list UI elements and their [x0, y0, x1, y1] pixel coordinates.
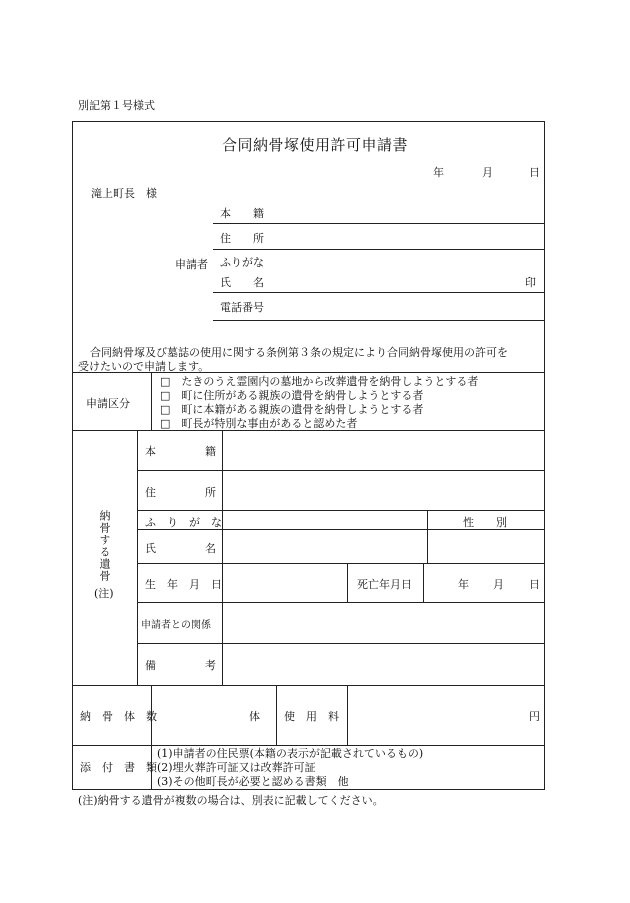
remains-remarks-label-a: 備 [145, 659, 156, 672]
remains-name-label-a: 氏 [145, 542, 156, 555]
form-number: 別記第１号様式 [78, 99, 155, 112]
death-day: 日 [529, 578, 540, 591]
remains-address-label-b: 所 [205, 486, 216, 499]
addressee: 滝上町長 様 [91, 187, 157, 200]
category-option-1: □ たきのうえ霊園内の墓地から改葬遺骨を納骨しようとする者 [160, 375, 479, 388]
remains-gender-label: 性 別 [463, 516, 507, 529]
remains-note-mark: (注) [94, 587, 114, 600]
remains-relation-label: 申請者との関係 [141, 620, 211, 631]
remains-death-label: 死亡年月日 [357, 578, 412, 591]
application-form [72, 121, 545, 790]
applicant-furigana-label: ふりがな [220, 256, 264, 269]
form-title: 合同納骨塚使用許可申請書 [221, 136, 408, 154]
attachment-item-2: (2)埋火葬許可証又は改葬許可証 [157, 761, 316, 774]
remains-remarks-label-b: 考 [205, 659, 216, 672]
attachment-item-1: (1)申請者の住民票(本籍の表示が記載されているもの) [157, 747, 424, 760]
remains-address-label-a: 住 [145, 486, 156, 499]
fee-label: 使 用 料 [284, 710, 339, 723]
applicant-name-label: 氏 名 [220, 276, 264, 289]
date-year: 年 [433, 166, 444, 179]
remains-furigana-label: ふ り が な [145, 516, 222, 529]
date-day: 日 [529, 166, 540, 179]
death-year: 年 [458, 578, 469, 591]
remains-birth-label: 生 年 月 日 [145, 578, 222, 591]
remains-honseki-label-a: 本 [145, 445, 156, 458]
applicant-honseki-label: 本 籍 [220, 207, 264, 220]
category-option-2: □ 町に住所がある親族の遺骨を納骨しようとする者 [160, 389, 424, 402]
category-label: 申請区分 [86, 397, 130, 410]
statement-line-2: 受けたいので申請します。 [78, 360, 210, 373]
death-month: 月 [493, 578, 504, 591]
remains-honseki-label-b: 籍 [205, 445, 216, 458]
remains-section-label: 納骨する遺骨 [98, 510, 111, 582]
applicant-address-label: 住 所 [220, 232, 264, 245]
count-unit: 体 [249, 710, 260, 723]
footnote: (注)納骨する遺骨が複数の場合は、別表に記載してください。 [78, 794, 384, 807]
count-label: 納 骨 体 数 [80, 710, 157, 723]
category-option-4: □ 町長が特別な事由があると認めた者 [160, 417, 358, 430]
remains-name-label-b: 名 [205, 542, 216, 555]
fee-unit: 円 [529, 710, 540, 723]
attachments-label: 添 付 書 類 [80, 761, 157, 774]
date-month: 月 [482, 166, 493, 179]
category-option-3: □ 町に本籍がある親族の遺骨を納骨しようとする者 [160, 403, 424, 416]
applicant-label: 申請者 [175, 258, 208, 271]
attachment-item-3: (3)その他町長が必要と認める書類 他 [157, 775, 349, 788]
applicant-phone-label: 電話番号 [220, 301, 264, 314]
statement-line-1: 合同納骨塚及び墓誌の使用に関する条例第３条の規定により合同納骨塚使用の許可を [90, 346, 508, 359]
seal-mark: 印 [525, 276, 536, 289]
